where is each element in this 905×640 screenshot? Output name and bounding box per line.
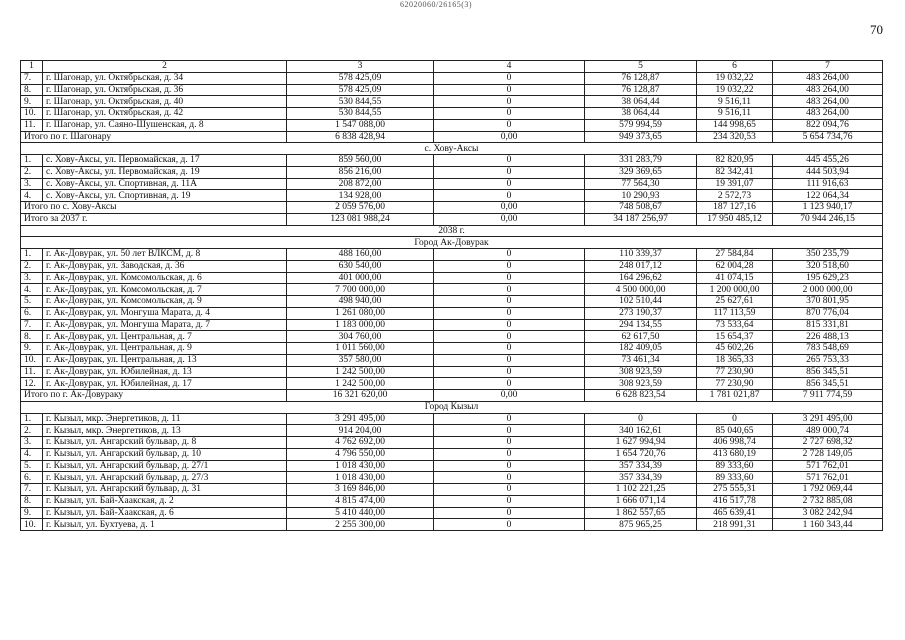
- table-row: [21, 460, 883, 472]
- total-cell: 34 187 256,97: [585, 213, 697, 225]
- amount-cell: 856 345,51: [773, 366, 883, 378]
- amount-cell: 0: [434, 319, 585, 331]
- column-number: 2: [43, 61, 287, 73]
- row-number: 1.: [21, 155, 43, 167]
- amount-cell: 248 017,12: [585, 260, 697, 272]
- amount-cell: 350 235,79: [773, 249, 883, 261]
- amount-cell: 19 032,22: [697, 84, 773, 96]
- amount-cell: 308 923,59: [585, 366, 697, 378]
- table-row: [21, 307, 883, 319]
- amount-cell: 401 000,00: [287, 272, 434, 284]
- amount-cell: 0: [434, 178, 585, 190]
- amount-cell: 329 369,65: [585, 166, 697, 178]
- amount-cell: 0: [434, 190, 585, 202]
- table-row: [21, 507, 883, 519]
- amount-cell: 856 345,51: [773, 378, 883, 390]
- amount-cell: 0: [434, 331, 585, 343]
- amount-cell: 0: [434, 484, 585, 496]
- total-cell: 5 654 734,76: [773, 131, 883, 143]
- table-row: [21, 437, 883, 449]
- total-cell: 2 059 576,00: [287, 202, 434, 214]
- amount-cell: 19 391,07: [697, 178, 773, 190]
- amount-cell: 1 666 071,14: [585, 495, 697, 507]
- total-cell: 6 838 428,94: [287, 131, 434, 143]
- total-row: [21, 202, 883, 214]
- document-registration-mark: 62020060/26165(3): [400, 0, 473, 9]
- address-cell: г. Шагонар, ул. Октябрьская, д. 36: [43, 84, 287, 96]
- amount-cell: 195 629,23: [773, 272, 883, 284]
- amount-cell: 0: [434, 72, 585, 84]
- row-number: 6.: [21, 307, 43, 319]
- section-heading-row: [21, 225, 883, 237]
- amount-cell: 571 762,01: [773, 472, 883, 484]
- amount-cell: 483 264,00: [773, 96, 883, 108]
- table-row: [21, 296, 883, 308]
- row-number: 8.: [21, 495, 43, 507]
- row-number: 4.: [21, 190, 43, 202]
- amount-cell: 1 011 560,00: [287, 343, 434, 355]
- amount-cell: 0: [434, 84, 585, 96]
- amount-cell: 1 018 430,00: [287, 460, 434, 472]
- amount-cell: 0: [434, 155, 585, 167]
- table-row: [21, 343, 883, 355]
- amount-cell: 4 500 000,00: [585, 284, 697, 296]
- row-number: 2.: [21, 260, 43, 272]
- amount-cell: 0: [434, 366, 585, 378]
- column-number: 6: [697, 61, 773, 73]
- amount-cell: 0: [434, 437, 585, 449]
- amount-cell: 1 242 500,00: [287, 378, 434, 390]
- row-number: 12.: [21, 378, 43, 390]
- amount-cell: 122 064,34: [773, 190, 883, 202]
- table-row: [21, 378, 883, 390]
- address-cell: г. Ак-Довурак, ул. Центральная, д. 7: [43, 331, 287, 343]
- amount-cell: 1 018 430,00: [287, 472, 434, 484]
- table-row: [21, 448, 883, 460]
- budget-table: [20, 60, 883, 531]
- table-row: [21, 178, 883, 190]
- amount-cell: 822 094,76: [773, 119, 883, 131]
- address-cell: с. Хову-Аксы, ул. Спортивная, д. 19: [43, 190, 287, 202]
- total-cell: 0,00: [434, 390, 585, 402]
- amount-cell: 73 533,64: [697, 319, 773, 331]
- amount-cell: 0: [434, 413, 585, 425]
- amount-cell: 815 331,81: [773, 319, 883, 331]
- total-cell: 16 321 620,00: [287, 390, 434, 402]
- amount-cell: 0: [434, 448, 585, 460]
- address-cell: г. Ак-Довурак, ул. Заводская, д. 36: [43, 260, 287, 272]
- amount-cell: 218 991,31: [697, 519, 773, 531]
- table-row: [21, 260, 883, 272]
- address-cell: г. Ак-Довурак, ул. Юбилейная, д. 13: [43, 366, 287, 378]
- table-row: [21, 108, 883, 120]
- amount-cell: 4 796 550,00: [287, 448, 434, 460]
- amount-cell: 488 160,00: [287, 249, 434, 261]
- row-number: 10.: [21, 354, 43, 366]
- amount-cell: 0: [434, 472, 585, 484]
- amount-cell: 0: [434, 284, 585, 296]
- amount-cell: 89 333,60: [697, 472, 773, 484]
- amount-cell: 483 264,00: [773, 72, 883, 84]
- address-cell: г. Шагонар, ул. Саяно-Шушенская, д. 8: [43, 119, 287, 131]
- amount-cell: 7 700 000,00: [287, 284, 434, 296]
- row-number: 9.: [21, 343, 43, 355]
- table-row: [21, 354, 883, 366]
- total-cell: 123 081 988,24: [287, 213, 434, 225]
- amount-cell: 0: [434, 296, 585, 308]
- address-cell: г. Ак-Довурак, ул. Центральная, д. 13: [43, 354, 287, 366]
- row-number: 11.: [21, 366, 43, 378]
- amount-cell: 182 409,05: [585, 343, 697, 355]
- column-number: 3: [287, 61, 434, 73]
- total-cell: 1 781 021,87: [697, 390, 773, 402]
- table-row: [21, 519, 883, 531]
- table-row: [21, 425, 883, 437]
- amount-cell: 630 540,00: [287, 260, 434, 272]
- amount-cell: 4 815 474,00: [287, 495, 434, 507]
- section-heading: с. Хову-Аксы: [21, 143, 883, 155]
- row-number: 3.: [21, 272, 43, 284]
- amount-cell: 370 801,95: [773, 296, 883, 308]
- amount-cell: 870 776,04: [773, 307, 883, 319]
- total-label: Итого по г. Шагонару: [21, 131, 287, 143]
- address-cell: г. Шагонар, ул. Октябрьская, д. 42: [43, 108, 287, 120]
- table-row: [21, 495, 883, 507]
- amount-cell: 0: [434, 507, 585, 519]
- amount-cell: 2 728 149,05: [773, 448, 883, 460]
- address-cell: г. Кызыл, ул. Ангарский бульвар, д. 31: [43, 484, 287, 496]
- table-row: [21, 96, 883, 108]
- section-heading: 2038 г.: [21, 225, 883, 237]
- address-cell: г. Кызыл, мкр. Энергетиков, д. 13: [43, 425, 287, 437]
- total-cell: 0,00: [434, 213, 585, 225]
- total-label: Итого по г. Ак-Довураку: [21, 390, 287, 402]
- amount-cell: 875 965,25: [585, 519, 697, 531]
- amount-cell: 1 654 720,76: [585, 448, 697, 460]
- amount-cell: 0: [697, 413, 773, 425]
- amount-cell: 0: [434, 260, 585, 272]
- row-number: 8.: [21, 84, 43, 96]
- amount-cell: 18 365,33: [697, 354, 773, 366]
- amount-cell: 498 940,00: [287, 296, 434, 308]
- amount-cell: 4 762 692,00: [287, 437, 434, 449]
- address-cell: г. Кызыл, ул. Ангарский бульвар, д. 27/1: [43, 460, 287, 472]
- address-cell: г. Ак-Довурак, ул. 50 лет ВЛКСМ, д. 8: [43, 249, 287, 261]
- table-row: [21, 472, 883, 484]
- amount-cell: 3 291 495,00: [287, 413, 434, 425]
- amount-cell: 0: [434, 108, 585, 120]
- amount-cell: 3 169 846,00: [287, 484, 434, 496]
- amount-cell: 110 339,37: [585, 249, 697, 261]
- amount-cell: 9 516,11: [697, 108, 773, 120]
- table-row: [21, 84, 883, 96]
- row-number: 10.: [21, 108, 43, 120]
- address-cell: г. Кызыл, ул. Ангарский бульвар, д. 8: [43, 437, 287, 449]
- row-number: 7.: [21, 319, 43, 331]
- amount-cell: 489 000,74: [773, 425, 883, 437]
- total-cell: 7 911 774,59: [773, 390, 883, 402]
- amount-cell: 0: [434, 460, 585, 472]
- column-number: 1: [21, 61, 43, 73]
- amount-cell: 5 410 440,00: [287, 507, 434, 519]
- amount-cell: 27 584,84: [697, 249, 773, 261]
- amount-cell: 357 580,00: [287, 354, 434, 366]
- amount-cell: 0: [434, 272, 585, 284]
- row-number: 10.: [21, 519, 43, 531]
- amount-cell: 340 162,61: [585, 425, 697, 437]
- address-cell: г. Ак-Довурак, ул. Комсомольская, д. 9: [43, 296, 287, 308]
- total-cell: 748 508,67: [585, 202, 697, 214]
- section-heading-row: [21, 401, 883, 413]
- page-number: 70: [870, 22, 883, 37]
- amount-cell: 208 872,00: [287, 178, 434, 190]
- table-row: [21, 272, 883, 284]
- total-cell: 949 373,65: [585, 131, 697, 143]
- address-cell: г. Ак-Довурак, ул. Центральная, д. 9: [43, 343, 287, 355]
- amount-cell: 15 654,37: [697, 331, 773, 343]
- amount-cell: 102 510,44: [585, 296, 697, 308]
- amount-cell: 2 572,73: [697, 190, 773, 202]
- table-row: [21, 284, 883, 296]
- total-row: [21, 390, 883, 402]
- row-number: 1.: [21, 249, 43, 261]
- amount-cell: 82 342,41: [697, 166, 773, 178]
- amount-cell: 62 004,28: [697, 260, 773, 272]
- row-number: 4.: [21, 448, 43, 460]
- amount-cell: 10 290,93: [585, 190, 697, 202]
- amount-cell: 578 425,09: [287, 72, 434, 84]
- amount-cell: 1 160 343,44: [773, 519, 883, 531]
- address-cell: г. Ак-Довурак, ул. Юбилейная, д. 17: [43, 378, 287, 390]
- amount-cell: 77 230,90: [697, 366, 773, 378]
- section-heading: Город Кызыл: [21, 401, 883, 413]
- amount-cell: 38 064,44: [585, 96, 697, 108]
- table-row: [21, 166, 883, 178]
- amount-cell: 0: [434, 519, 585, 531]
- address-cell: г. Ак-Довурак, ул. Комсомольская, д. 6: [43, 272, 287, 284]
- amount-cell: 273 190,37: [585, 307, 697, 319]
- column-number-row: [21, 61, 883, 73]
- amount-cell: 9 516,11: [697, 96, 773, 108]
- amount-cell: 0: [434, 495, 585, 507]
- amount-cell: 1 261 080,00: [287, 307, 434, 319]
- row-number: 3.: [21, 178, 43, 190]
- amount-cell: 1 792 069,44: [773, 484, 883, 496]
- total-cell: 17 950 485,12: [697, 213, 773, 225]
- table-row: [21, 366, 883, 378]
- amount-cell: 3 082 242,94: [773, 507, 883, 519]
- amount-cell: 265 753,33: [773, 354, 883, 366]
- amount-cell: 38 064,44: [585, 108, 697, 120]
- column-number: 5: [585, 61, 697, 73]
- address-cell: г. Кызыл, мкр. Энергетиков, д. 11: [43, 413, 287, 425]
- section-heading: Город Ак-Довурак: [21, 237, 883, 249]
- amount-cell: 0: [585, 413, 697, 425]
- amount-cell: 85 040,65: [697, 425, 773, 437]
- row-number: 7.: [21, 72, 43, 84]
- amount-cell: 444 503,94: [773, 166, 883, 178]
- address-cell: г. Ак-Довурак, ул. Монгуша Марата, д. 4: [43, 307, 287, 319]
- amount-cell: 111 916,63: [773, 178, 883, 190]
- amount-cell: 530 844,55: [287, 108, 434, 120]
- amount-cell: 859 560,00: [287, 155, 434, 167]
- row-number: 9.: [21, 507, 43, 519]
- amount-cell: 73 461,34: [585, 354, 697, 366]
- amount-cell: 0: [434, 249, 585, 261]
- amount-cell: 2 732 885,08: [773, 495, 883, 507]
- amount-cell: 77 564,30: [585, 178, 697, 190]
- amount-cell: 578 425,09: [287, 84, 434, 96]
- amount-cell: 144 998,65: [697, 119, 773, 131]
- amount-cell: 2 255 300,00: [287, 519, 434, 531]
- section-heading-row: [21, 237, 883, 249]
- total-cell: 6 628 823,54: [585, 390, 697, 402]
- amount-cell: 76 128,87: [585, 84, 697, 96]
- row-number: 2.: [21, 166, 43, 178]
- amount-cell: 483 264,00: [773, 108, 883, 120]
- amount-cell: 1 183 000,00: [287, 319, 434, 331]
- total-row: [21, 213, 883, 225]
- amount-cell: 483 264,00: [773, 84, 883, 96]
- table-row: [21, 190, 883, 202]
- amount-cell: 308 923,59: [585, 378, 697, 390]
- address-cell: г. Ак-Довурак, ул. Монгуша Марата, д. 7: [43, 319, 287, 331]
- table-row: [21, 331, 883, 343]
- amount-cell: 1 102 221,25: [585, 484, 697, 496]
- amount-cell: 1 547 088,00: [287, 119, 434, 131]
- row-number: 7.: [21, 484, 43, 496]
- amount-cell: 357 334,39: [585, 460, 697, 472]
- table-row: [21, 72, 883, 84]
- table-row: [21, 119, 883, 131]
- address-cell: с. Хову-Аксы, ул. Спортивная, д. 11А: [43, 178, 287, 190]
- address-cell: г. Шагонар, ул. Октябрьская, д. 40: [43, 96, 287, 108]
- amount-cell: 134 928,00: [287, 190, 434, 202]
- total-cell: 1 123 940,17: [773, 202, 883, 214]
- amount-cell: 445 455,26: [773, 155, 883, 167]
- amount-cell: 1 627 994,94: [585, 437, 697, 449]
- address-cell: г. Кызыл, ул. Бай-Хаакская, д. 6: [43, 507, 287, 519]
- row-number: 2.: [21, 425, 43, 437]
- amount-cell: 2 000 000,00: [773, 284, 883, 296]
- amount-cell: 357 334,39: [585, 472, 697, 484]
- amount-cell: 914 204,00: [287, 425, 434, 437]
- amount-cell: 0: [434, 343, 585, 355]
- amount-cell: 45 602,26: [697, 343, 773, 355]
- row-number: 4.: [21, 284, 43, 296]
- address-cell: г. Кызыл, ул. Ангарский бульвар, д. 10: [43, 448, 287, 460]
- amount-cell: 1 200 000,00: [697, 284, 773, 296]
- amount-cell: 1 242 500,00: [287, 366, 434, 378]
- address-cell: г. Шагонар, ул. Октябрьская, д. 34: [43, 72, 287, 84]
- address-cell: с. Хову-Аксы, ул. Первомайская, д. 17: [43, 155, 287, 167]
- amount-cell: 0: [434, 307, 585, 319]
- total-label: Итого за 2037 г.: [21, 213, 287, 225]
- table-body: [21, 61, 883, 531]
- row-number: 5.: [21, 460, 43, 472]
- amount-cell: 164 296,62: [585, 272, 697, 284]
- amount-cell: 82 820,95: [697, 155, 773, 167]
- amount-cell: 25 627,61: [697, 296, 773, 308]
- row-number: 1.: [21, 413, 43, 425]
- amount-cell: 0: [434, 119, 585, 131]
- address-cell: г. Кызыл, ул. Ангарский бульвар, д. 27/3: [43, 472, 287, 484]
- amount-cell: 331 283,79: [585, 155, 697, 167]
- amount-cell: 0: [434, 378, 585, 390]
- column-number: 4: [434, 61, 585, 73]
- row-number: 8.: [21, 331, 43, 343]
- amount-cell: 304 760,00: [287, 331, 434, 343]
- amount-cell: 0: [434, 425, 585, 437]
- table-row: [21, 155, 883, 167]
- amount-cell: 3 291 495,00: [773, 413, 883, 425]
- amount-cell: 89 333,60: [697, 460, 773, 472]
- total-cell: 0,00: [434, 131, 585, 143]
- total-cell: 70 944 246,15: [773, 213, 883, 225]
- amount-cell: 530 844,55: [287, 96, 434, 108]
- address-cell: г. Кызыл, ул. Бай-Хаакская, д. 2: [43, 495, 287, 507]
- table-row: [21, 319, 883, 331]
- address-cell: г. Кызыл, ул. Бухтуева, д. 1: [43, 519, 287, 531]
- amount-cell: 783 548,69: [773, 343, 883, 355]
- amount-cell: 0: [434, 354, 585, 366]
- total-cell: 187 127,16: [697, 202, 773, 214]
- amount-cell: 76 128,87: [585, 72, 697, 84]
- row-number: 9.: [21, 96, 43, 108]
- section-heading-row: [21, 143, 883, 155]
- amount-cell: 856 216,00: [287, 166, 434, 178]
- amount-cell: 0: [434, 166, 585, 178]
- total-cell: 0,00: [434, 202, 585, 214]
- total-cell: 234 320,53: [697, 131, 773, 143]
- address-cell: с. Хову-Аксы, ул. Первомайская, д. 19: [43, 166, 287, 178]
- amount-cell: 579 994,59: [585, 119, 697, 131]
- total-row: [21, 131, 883, 143]
- table-row: [21, 249, 883, 261]
- amount-cell: 294 134,55: [585, 319, 697, 331]
- total-label: Итого по с. Хову-Аксы: [21, 202, 287, 214]
- row-number: 11.: [21, 119, 43, 131]
- address-cell: г. Ак-Довурак, ул. Комсомольская, д. 7: [43, 284, 287, 296]
- amount-cell: 19 032,22: [697, 72, 773, 84]
- amount-cell: 465 639,41: [697, 507, 773, 519]
- amount-cell: 62 617,50: [585, 331, 697, 343]
- amount-cell: 406 998,74: [697, 437, 773, 449]
- row-number: 3.: [21, 437, 43, 449]
- amount-cell: 571 762,01: [773, 460, 883, 472]
- table-row: [21, 484, 883, 496]
- row-number: 6.: [21, 472, 43, 484]
- amount-cell: 77 230,90: [697, 378, 773, 390]
- amount-cell: 2 727 698,32: [773, 437, 883, 449]
- table-row: [21, 413, 883, 425]
- amount-cell: 320 518,60: [773, 260, 883, 272]
- amount-cell: 41 074,15: [697, 272, 773, 284]
- column-number: 7: [773, 61, 883, 73]
- amount-cell: 0: [434, 96, 585, 108]
- amount-cell: 275 555,31: [697, 484, 773, 496]
- amount-cell: 117 113,59: [697, 307, 773, 319]
- amount-cell: 1 862 557,65: [585, 507, 697, 519]
- row-number: 5.: [21, 296, 43, 308]
- amount-cell: 413 680,19: [697, 448, 773, 460]
- amount-cell: 226 488,13: [773, 331, 883, 343]
- amount-cell: 416 517,78: [697, 495, 773, 507]
